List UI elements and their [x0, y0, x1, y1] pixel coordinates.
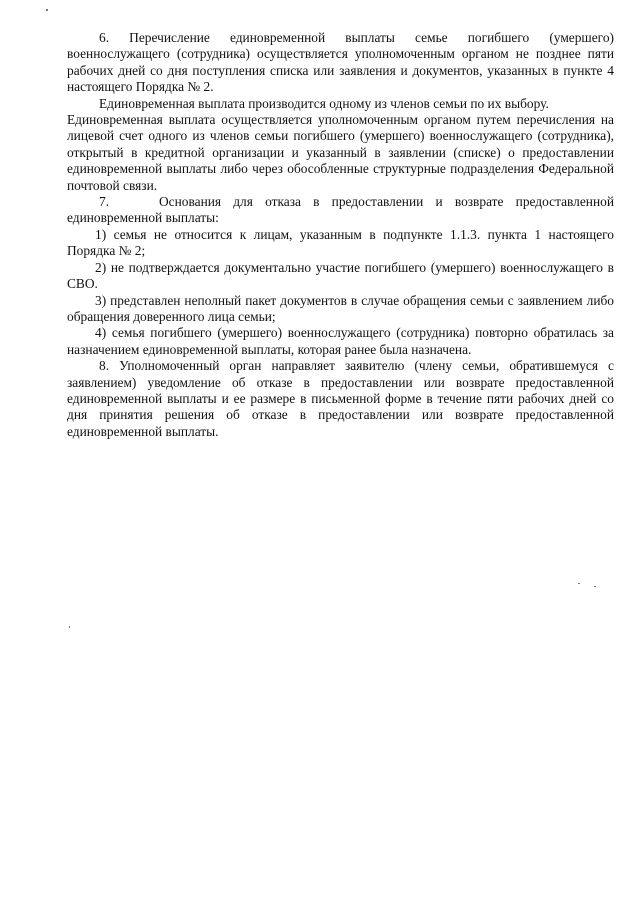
refusal-reason-1: 1) семья не относится к лицам, указанным в подпункте 1.1.3. пункта 1 настоящего Порядка № 2; [67, 226, 614, 259]
scan-speck [46, 9, 48, 11]
paragraph-6: 6. Перечисление единовременной выплаты семье погибшего (умершего) военнослужащего (сотрудника) осуществляется уполномоченным органом не позднее пяти рабочих дней со дня поступления списка или заявления и документов, указанных в пункте 4 настоящего Порядка № 2. [67, 30, 614, 95]
paragraph-7-text: Основания для отказа в предоставлении и возврате предоставленной единовременной выплаты: [67, 194, 614, 226]
paragraph-7 [67, 194, 614, 227]
scan-speck [69, 626, 70, 628]
paragraph-single-payment-choice: Единовременная выплата производится одному из членов семьи по их выбору. [99, 95, 549, 111]
paragraph-8: 8. Уполномоченный орган направляет заявителю (члену семьи, обратившемуся с заявлением) уведомление об отказе в предоставлении или возврате предоставленной единовременной выплаты и ее размере в письменной форме в течение пяти рабочих дней со дня принятия решения об отказе в предоставлении или возврате предоставленной единовременной выплаты. [67, 358, 614, 439]
document-body [67, 30, 614, 440]
scan-speck [594, 586, 596, 587]
refusal-reason-3: 3) представлен неполный пакет документов в случае обращения семьи с заявлением либо обращения доверенного лица семьи; [67, 292, 614, 324]
refusal-reason-2: 2) не подтверждается документально участие погибшего (умершего) военнослужащего в СВО. [67, 259, 614, 292]
refusal-reason-4: 4) семья погибшего (умершего) военнослужащего (сотрудника) повторно обратилась за назначением единовременной выплаты, которая ранее была назначена. [67, 325, 614, 357]
paragraph-payment-method: Единовременная выплата осуществляется уполномоченным органом путем перечисления на лицевой счет одного из членов семьи погибшего (умершего) военнослужащего (сотрудника), открытый в кредитной организации и указанный в заявлении (списке) о предоставлении единовременной выплаты либо через обособленные структурные подразделения Федеральной почтовой связи. [67, 112, 614, 193]
paragraph-7-number: 7. [99, 194, 110, 210]
scan-speck [578, 583, 580, 584]
